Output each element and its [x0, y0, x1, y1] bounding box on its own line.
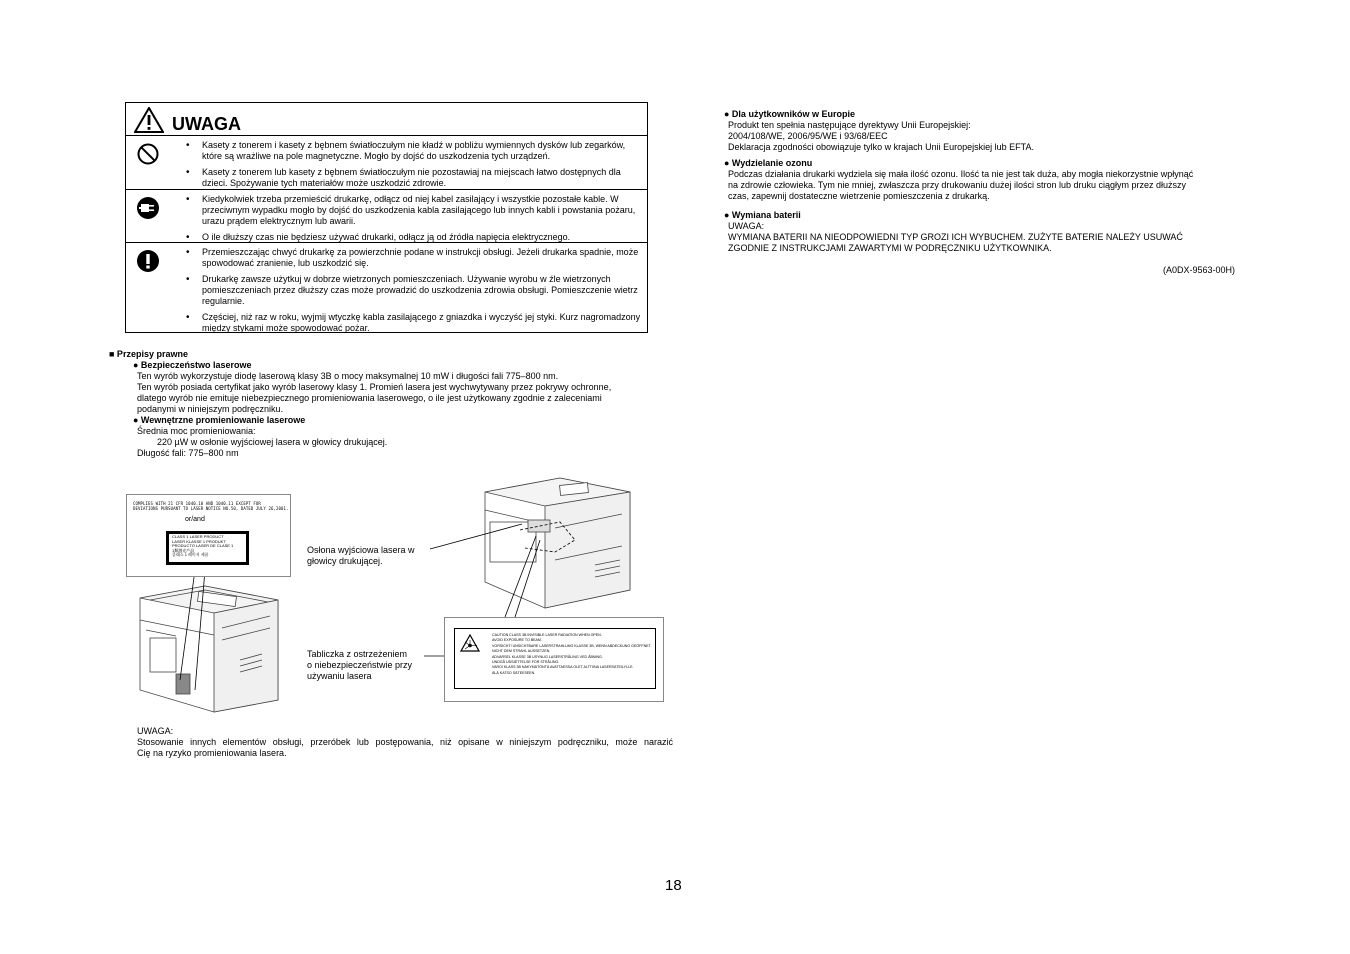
battery-line: ZGODNIE Z INSTRUKCJAMI ZAWARTYMI W PODRĘCZNIKU UŻYTKOWNIKA. — [728, 243, 1052, 253]
class1-line: 클래스 1 레이저 제품 — [172, 552, 209, 557]
regulations-heading: ■ Przepisy prawne — [109, 349, 188, 359]
warning-item: • Częściej, niż raz w roku, wyjmij wtyczkę kabla zasilającego z gniazdka i wyczyść jej styki. Kurz nagromadzony między stykami może spowodować pożar. — [202, 312, 642, 334]
avg-power-label: Średnia moc promieniowania: — [137, 426, 256, 436]
battery-line: WYMIANA BATERII NA NIEODPOWIEDNI TYP GROZI ICH WYBUCHEM. ZUŻYTE BATERIE NALEŻY USUWAĆ — [728, 232, 1183, 242]
plate-line: NICHT DEM STRAHL AUSSETZEN. — [492, 649, 551, 654]
avg-power-value: 220 µW w osłonie wyjściowej lasera w głowicy drukującej. — [157, 437, 388, 447]
plate-line: ADVARSEL KLASSE 3B USYNLIG LASERSTRÅLING VED ÅBNING. — [492, 654, 603, 659]
class1-line: 1類激光产品 — [172, 547, 195, 553]
printer-rear-illustration — [140, 586, 278, 712]
callout-plate: Tabliczka z ostrzeżeniem — [307, 649, 408, 659]
class1-line: PRODUCTO LASER DE CLASE 1 — [172, 543, 234, 548]
callout-plate: używaniu lasera — [307, 671, 372, 681]
europe-line: Deklaracja zgodności obowiązuje tylko w krajach Unii Europejskiej lub EFTA. — [728, 142, 1034, 152]
laser-line: dlatego wyrób nie emituje niebezpiecznego promieniowania laserowego, o ile jest użytkowany zgodnie z zaleceniami — [137, 393, 602, 403]
caution-line: Cię na ryzyko promieniowania lasera. — [137, 748, 287, 758]
caution-line: Stosowanie innych elementów obsługi, przeróbek lub postępowania, niż opisane w niniejszym podręczniku, może narazić — [137, 737, 673, 747]
battery-heading: ● Wymiana baterii — [724, 210, 801, 220]
warning-item: • Drukarkę zawsze użytkuj w dobrze wietrzonych pomieszczeniach. Używanie wyrobu w źle wietrzonych pomieszczeniach przez dłuższy czas może prowadzić do uszkodzenia zdrowia obsługi. Pomieszczenie wietrz regularnie. — [202, 274, 642, 307]
europe-heading: ● Dla użytkowników w Europie — [724, 109, 855, 119]
plate-text — [492, 633, 651, 676]
laser-line: Ten wyrób posiada certyfikat jako wyrób laserowy klasy 1. Promień lasera jest wychwytywany przez pokrywy ochronne, — [137, 382, 612, 392]
caution-title: UWAGA: — [137, 726, 174, 736]
plate-line: CAUTION CLASS 3B INVISIBLE LASER RADIATION WHEN OPEN. — [492, 633, 602, 637]
internal-radiation-heading: ● Wewnętrzne promieniowanie laserowe — [133, 415, 306, 425]
callout-cover: głowicy drukującej. — [307, 556, 383, 566]
ozone-line: Podczas działania drukarki wydziela się mała ilość ozonu. Ilość ta nie jest tak duża, aby mogła niekorzystnie wpłynąć — [728, 169, 1194, 179]
laser-warning-plate — [444, 617, 664, 702]
plate-line: VARO! KLASS 3B NÄKYMÄTÖNTÄ AVATTAESSA OLET ALTTIINA LASERSÄTEILYLLE. — [492, 665, 634, 670]
warning-item: • Kasety z tonerem i kasety z bębnem światłoczułym nie kładź w pobliżu wymiennych dysków lub zegarków, które są wrażliwe na pole magnetyczne. Mogło by dojść do uszkodzenia tych urządzeń. — [202, 140, 642, 162]
ozone-heading: ● Wydzielanie ozonu — [724, 158, 813, 168]
class1-line: LASER KLASSE 1 PRODUKT — [172, 538, 226, 544]
or-and-text: or/and — [185, 516, 205, 523]
callout-cover: Osłona wyjściowa lasera w — [307, 545, 415, 555]
page-number: 18 — [665, 877, 682, 894]
laser-warning-plate-inner — [454, 628, 656, 689]
class1-label — [166, 531, 249, 565]
compliance-label-panel — [126, 494, 291, 577]
plate-line: VORSICHT! UNSICHTBARE LASERSTRAHLUNG KLASSE 3B, WENN ABDECKUNG GEÖFFNET. — [492, 643, 652, 648]
battery-line: UWAGA: — [728, 221, 765, 231]
compliance-line: COMPLIES WITH 21 CFR 1040.10 AND 1040.11 EXCEPT FOR — [133, 501, 261, 506]
warning-item: • Kiedykolwiek trzeba przemieścić drukarkę, odłącz od niej kabel zasilający i wszystkie pozostałe kable. W przeciwnym wypadku mogło by dojść do uszkodzenia kabla zasilającego lub innych kabli i powstania pożaru, urazu prądem elektrycznym lub awarii. — [202, 194, 642, 227]
plate-line: UNDGÅ UDSÆTTELSE FOR STRÅLING. — [492, 660, 560, 665]
wavelength: Długość fali: 775–800 nm — [137, 448, 239, 458]
plate-line: ÄLÄ KATSO SÄTEESEEN. — [492, 670, 536, 675]
compliance-line: DEVIATIONS PURSUANT TO LASER NOTICE NO.50, DATED JULY 26,2001. — [133, 506, 289, 511]
printer-front-illustration — [485, 478, 630, 608]
class1-line: CLASS 1 LASER PRODUCT — [172, 534, 224, 539]
ozone-line: na zdrowie człowieka. Tym nie mniej, zwłaszcza przy drukowaniu dużej ilości stron lub druku ciągłym przez dłuższy — [728, 180, 1187, 190]
warning-item: • O ile dłuższy czas nie będziesz używać drukarki, odłącz ją od źródła napięcia elektrycznego. — [202, 232, 642, 243]
laser-hazard-icon — [460, 634, 480, 652]
callout-plate: o niebezpieczeństwie przy — [307, 660, 413, 670]
warning-title: UWAGA — [172, 114, 241, 134]
document-code: (A0DX-9563-00H) — [1163, 265, 1236, 275]
ozone-line: czas, zapewnij dostateczne wietrzenie pomieszczenia z drukarką. — [728, 191, 990, 201]
laser-safety-heading: ● Bezpieczeństwo laserowe — [133, 360, 252, 370]
warning-item: • Kasety z tonerem lub kasety z bębnem światłoczułym nie pozostawiaj na miejscach łatwo dostępnych dla dzieci. Spożywanie tych materiałów może uszkodzić zdrowie. — [202, 167, 642, 189]
europe-line: 2004/108/WE, 2006/95/WE i 93/68/EEC — [728, 131, 888, 141]
plate-line: AVOID EXPOSURE TO BEAM. — [492, 638, 542, 643]
laser-line: Ten wyrób wykorzystuje diodę laserową klasy 3B o mocy maksymalnej 10 mW i długości fali 775–800 nm. — [137, 371, 559, 381]
europe-line: Produkt ten spełnia następujące dyrektywy Unii Europejskiej: — [728, 120, 971, 130]
warning-item: • Przemieszczając chwyć drukarkę za powierzchnie podane w instrukcji obsługi. Jeżeli drukarka spadnie, może spowodować zranienie, lub uszkodzić się. — [202, 247, 642, 269]
compliance-text — [133, 501, 289, 511]
laser-line: podanymi w niniejszym podręczniku. — [137, 404, 284, 414]
